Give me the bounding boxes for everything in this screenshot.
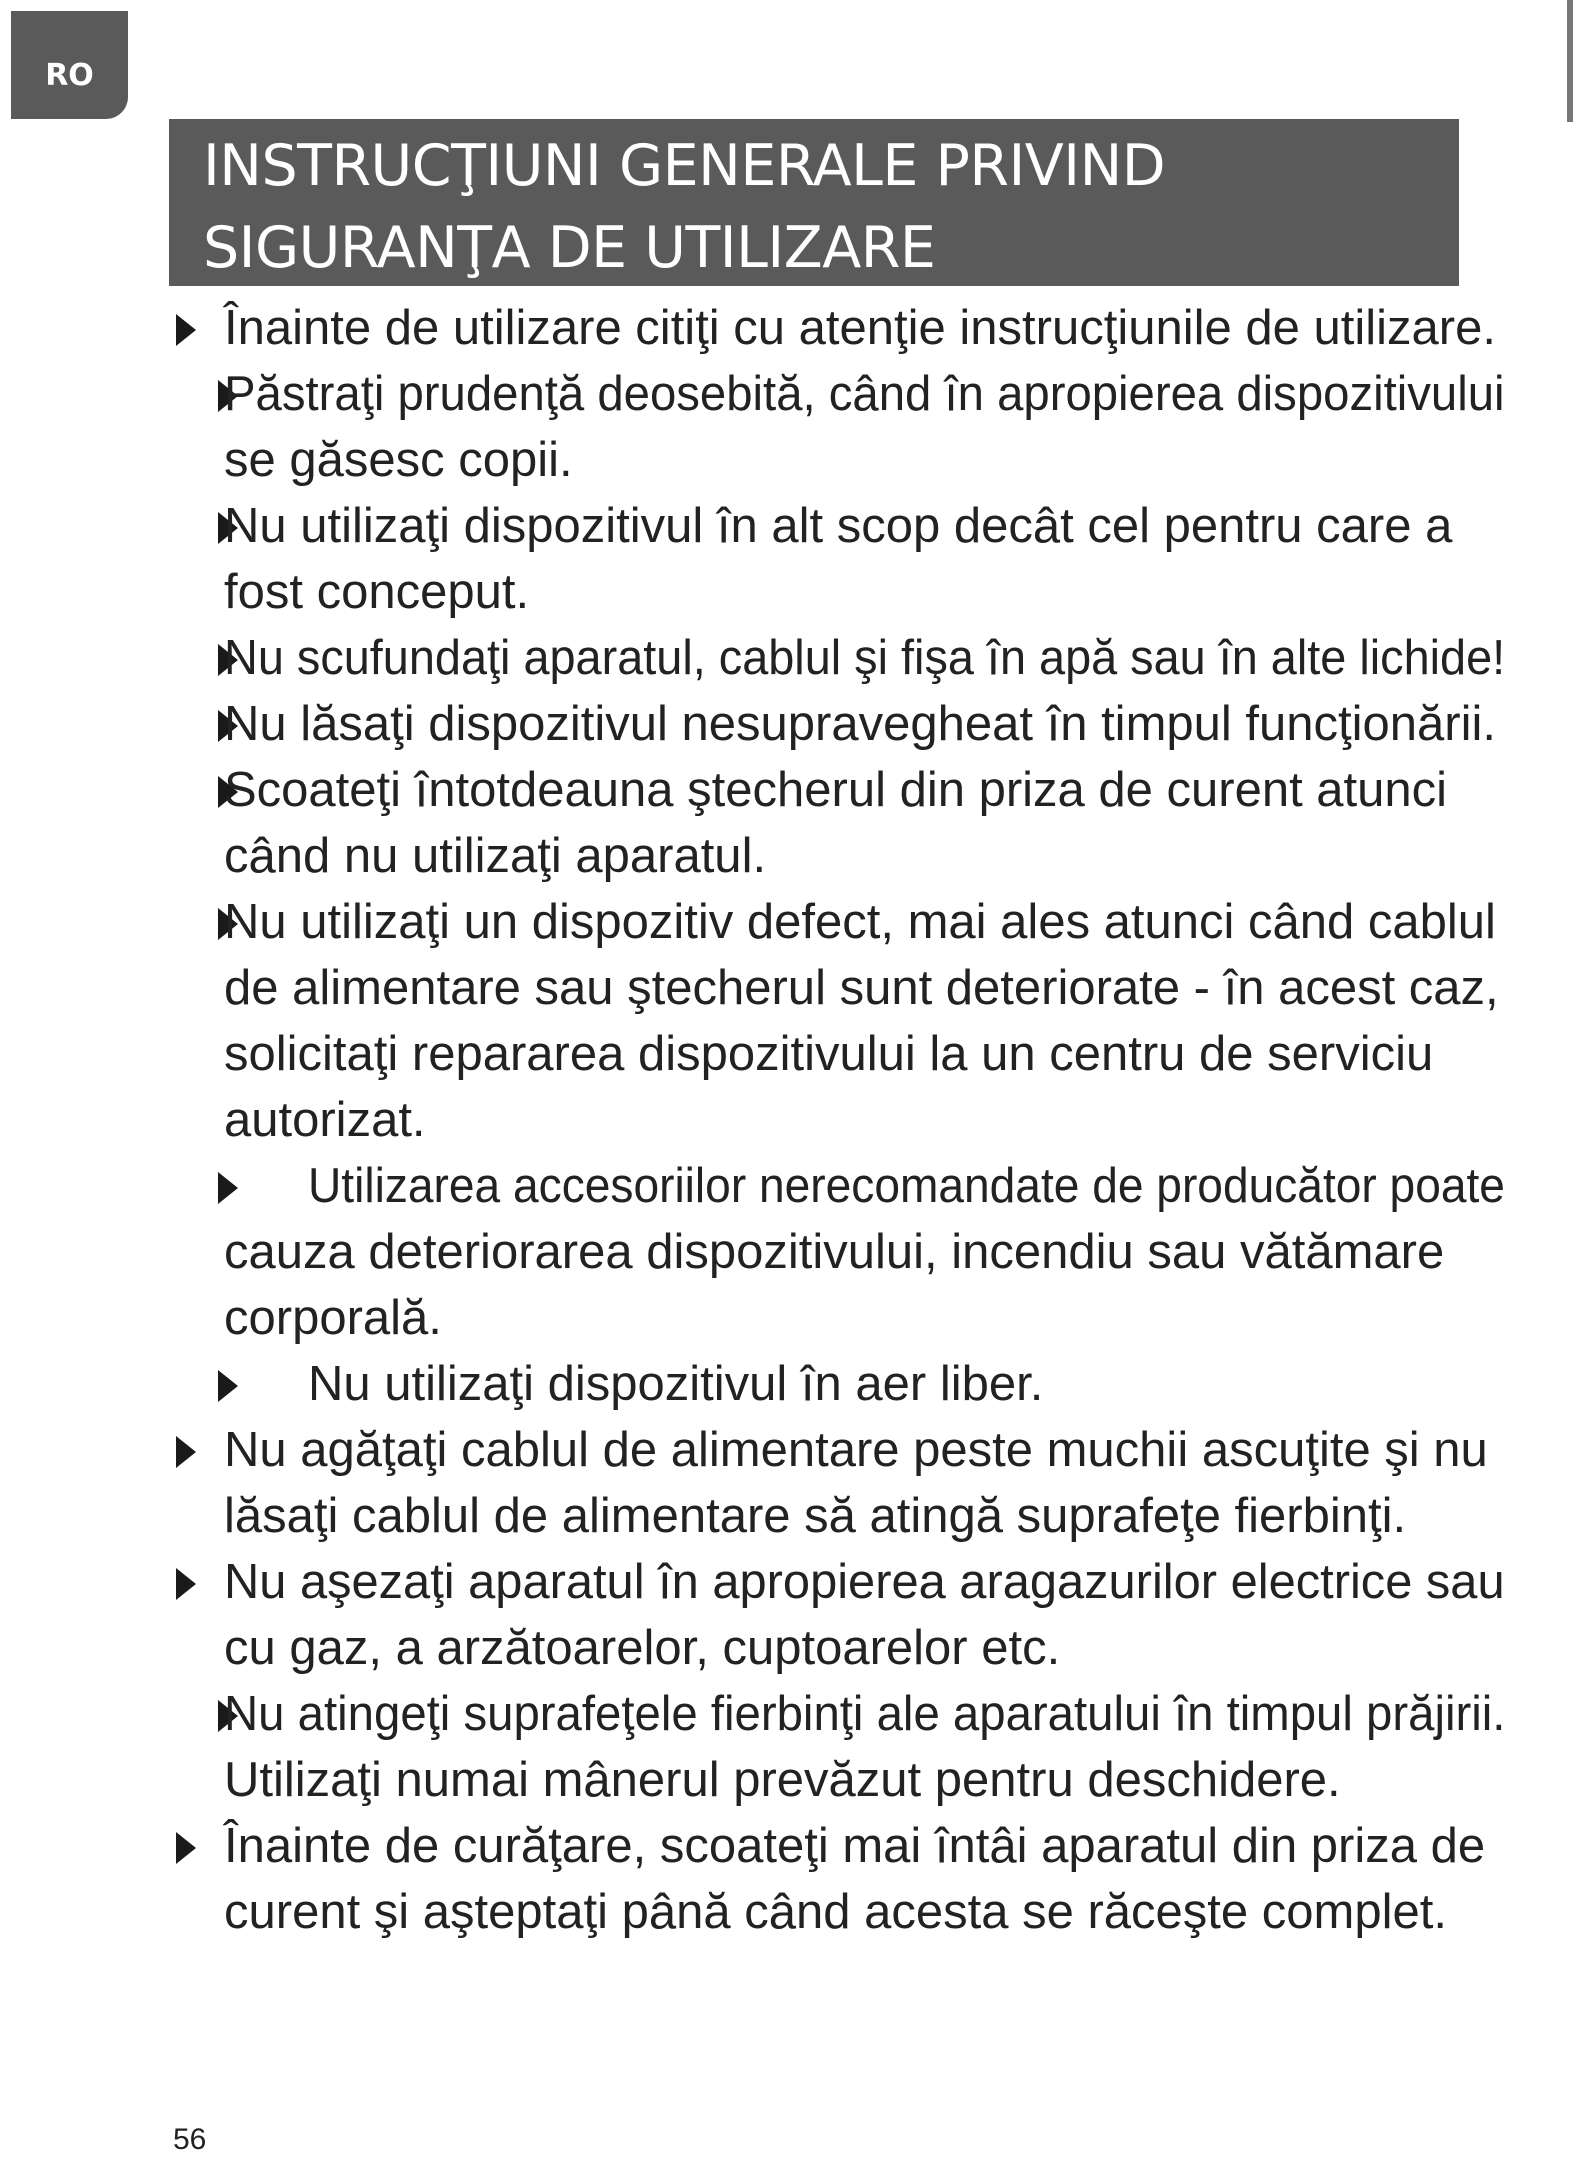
bullet-icon [176,314,196,346]
instruction-line: Păstraţi prudenţă deosebită, când în apropierea dispozitivului [224,367,1505,421]
instruction-line: de alimentare sau ştecherul sunt deteriorate - în acest caz, [224,961,1499,1015]
instruction-line: Nu utilizaţi dispozitivul în aer liber. [308,1357,1044,1411]
section-title-line-1: INSTRUCŢIUNI GENERALE PRIVIND [203,133,1166,199]
bullet-icon [218,1370,238,1402]
page-number: 56 [173,2123,207,2156]
language-tab: RO [11,11,128,119]
bullet-icon [218,1172,238,1204]
instruction-line: când nu utilizaţi aparatul. [224,829,767,883]
instruction-line: curent şi aşteptaţi până când acesta se răceşte complet. [224,1885,1447,1939]
instruction-line: cu gaz, a arzătoarelor, cuptoarelor etc. [224,1621,1061,1675]
instruction-line: lăsaţi cablul de alimentare să atingă suprafeţe fierbinţi. [224,1489,1407,1543]
section-title [169,119,1459,286]
instruction-line: Utilizaţi numai mânerul prevăzut pentru deschidere. [224,1753,1341,1807]
bullet-icon [176,1436,196,1468]
bullet-icon [176,1832,196,1864]
bullet-icon [176,1568,196,1600]
page-edge-marker [1567,0,1573,122]
instruction-line: Nu lăsaţi dispozitivul nesupravegheat în timpul funcţionării. [224,697,1496,751]
instruction-line: autorizat. [224,1093,426,1147]
instruction-line: Nu utilizaţi un dispozitiv defect, mai ales atunci când cablul [224,895,1496,949]
instruction-line: Nu utilizaţi dispozitivul în alt scop decât cel pentru care a [224,499,1453,553]
instruction-line: cauza deteriorarea dispozitivului, incendiu sau vătămare [224,1225,1445,1279]
instruction-line: fost conceput. [224,565,530,619]
instruction-line: se găsesc copii. [224,433,573,487]
section-title-line-2: SIGURANŢA DE UTILIZARE [203,215,936,281]
instruction-line: corporală. [224,1291,442,1345]
instruction-line: Înainte de utilizare citiţi cu atenţie instrucţiunile de utilizare. [224,301,1496,355]
instruction-line: Scoateţi întotdeauna ştecherul din priza de curent atunci [224,763,1448,817]
instruction-line: Nu atingeţi suprafeţele fierbinţi ale aparatului în timpul prăjirii. [224,1687,1506,1741]
instruction-line: solicitaţi repararea dispozitivului la un centru de serviciu [224,1027,1434,1081]
instruction-line: Înainte de curăţare, scoateţi mai întâi aparatul din priza de [224,1819,1486,1873]
instruction-line: Utilizarea accesoriilor nerecomandate de producător poate [308,1159,1505,1213]
instruction-line: Nu scufundaţi aparatul, cablul şi fişa în apă sau în alte lichide! [224,631,1506,685]
instruction-line: Nu agăţaţi cablul de alimentare peste muchii ascuţite şi nu [224,1423,1488,1477]
instruction-line: Nu aşezaţi aparatul în apropierea aragazurilor electrice sau [224,1555,1505,1609]
